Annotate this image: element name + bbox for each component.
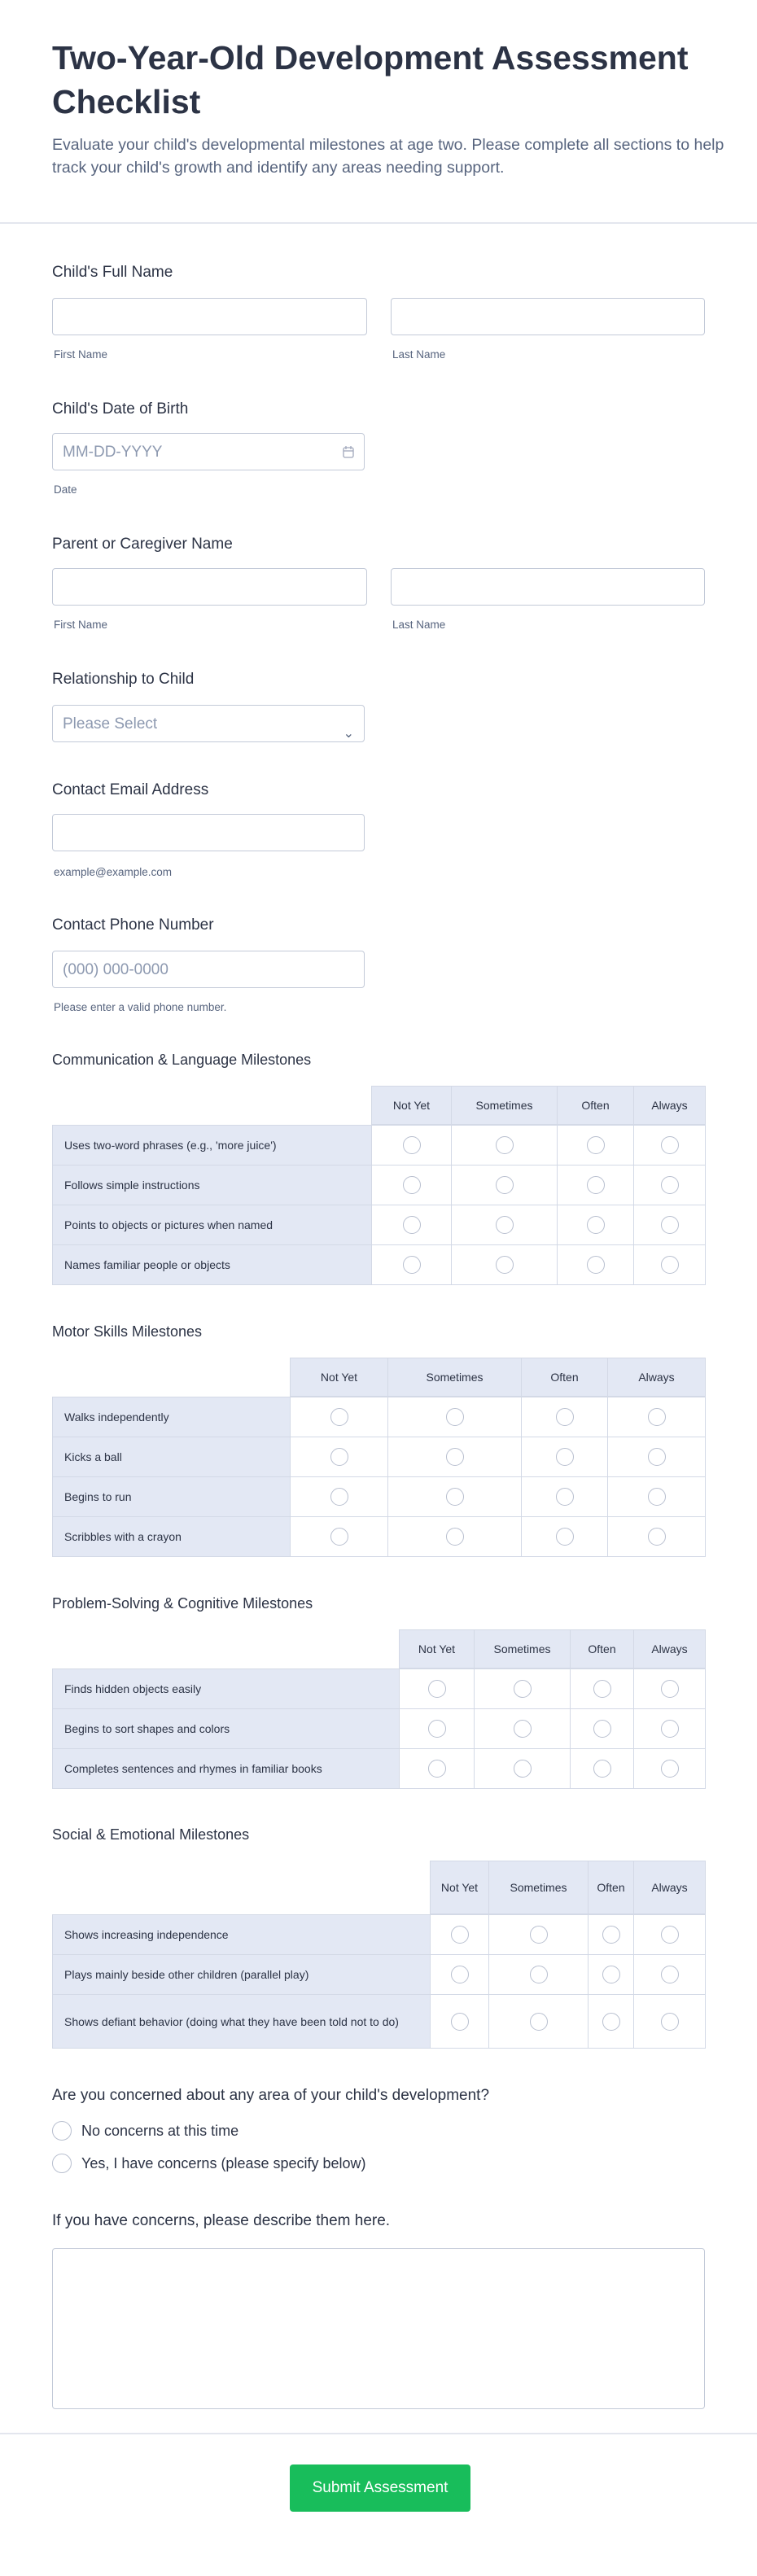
radio-button[interactable] (514, 1720, 532, 1738)
matrix-cell[interactable] (387, 1397, 522, 1437)
row-label: Kicks a ball (52, 1437, 291, 1477)
concern-option-yes[interactable] (52, 2154, 366, 2173)
option-label: Yes, I have concerns (please specify below) (81, 2154, 366, 2171)
matrix-cell[interactable] (451, 1165, 558, 1205)
row-label: Shows increasing independence (52, 1914, 431, 1955)
radio-button[interactable] (330, 1448, 348, 1466)
matrix-cell[interactable] (633, 1914, 706, 1955)
submit-button[interactable]: Submit Assessment (290, 2464, 470, 2512)
radio-button[interactable] (330, 1488, 348, 1506)
radio-button[interactable] (52, 2154, 72, 2173)
dob-label: Child's Date of Birth (52, 400, 189, 418)
matrix-cell[interactable] (521, 1516, 608, 1557)
row-label: Points to objects or pictures when named (52, 1205, 372, 1245)
row-label: Completes sentences and rhymes in familiar books (52, 1748, 400, 1789)
parent-first-name-input[interactable] (52, 568, 367, 606)
header-divider (0, 222, 757, 224)
radio-button[interactable] (648, 1448, 666, 1466)
matrix-cell[interactable] (474, 1708, 571, 1749)
column-header: Often (570, 1629, 634, 1668)
concerns-textarea[interactable] (52, 2248, 705, 2409)
matrix-cell[interactable] (607, 1397, 706, 1437)
radio-button[interactable] (428, 1680, 446, 1698)
radio-button[interactable] (330, 1408, 348, 1426)
parent-name-label: Parent or Caregiver Name (52, 536, 233, 553)
matrix-cell[interactable] (570, 1748, 634, 1789)
matrix-cell[interactable] (521, 1397, 608, 1437)
matrix-cell[interactable] (521, 1437, 608, 1477)
column-header: Sometimes (387, 1358, 522, 1397)
matrix-cell[interactable] (633, 1994, 706, 2049)
matrix-cell[interactable] (290, 1437, 388, 1477)
matrix-cell[interactable] (290, 1476, 388, 1517)
matrix-cell[interactable] (371, 1165, 452, 1205)
matrix-cell[interactable] (570, 1708, 634, 1749)
column-header: Sometimes (451, 1086, 558, 1125)
column-header: Often (521, 1358, 608, 1397)
row-label: Finds hidden objects easily (52, 1668, 400, 1709)
radio-button[interactable] (593, 1720, 611, 1738)
radio-button[interactable] (661, 1176, 679, 1194)
relationship-label: Relationship to Child (52, 671, 195, 688)
radio-button[interactable] (648, 1488, 666, 1506)
column-header: Not Yet (371, 1086, 452, 1125)
matrix-title: Problem-Solving & Cognitive Milestones (52, 1595, 313, 1612)
radio-button[interactable] (403, 1216, 421, 1234)
matrix-cell[interactable] (451, 1205, 558, 1245)
column-header: Sometimes (488, 1861, 589, 1914)
row-label: Uses two-word phrases (e.g., 'more juice') (52, 1125, 372, 1166)
radio-button[interactable] (661, 1760, 679, 1778)
radio-button[interactable] (514, 1680, 532, 1698)
child-name-label: Child's Full Name (52, 264, 173, 281)
child-last-name-sublabel: Last Name (392, 348, 446, 361)
matrix-cell[interactable] (371, 1205, 452, 1245)
radio-button[interactable] (446, 1408, 464, 1426)
child-first-name-sublabel: First Name (54, 348, 108, 361)
chevron-down-icon: ⌄ (343, 727, 354, 741)
matrix-cell[interactable] (488, 1914, 589, 1955)
radio-button[interactable] (661, 1680, 679, 1698)
row-label: Begins to sort shapes and colors (52, 1708, 400, 1749)
radio-button[interactable] (451, 1966, 469, 1983)
radio-button[interactable] (451, 1926, 469, 1944)
row-label: Begins to run (52, 1476, 291, 1517)
matrix-cell[interactable] (557, 1205, 634, 1245)
radio-button[interactable] (446, 1488, 464, 1506)
radio-button[interactable] (451, 2013, 469, 2031)
calendar-icon[interactable] (343, 445, 354, 458)
matrix-cell[interactable] (557, 1244, 634, 1285)
email-hint: example@example.com (54, 866, 173, 878)
matrix-title: Communication & Language Milestones (52, 1052, 312, 1068)
matrix-cell[interactable] (387, 1437, 522, 1477)
matrix-cell[interactable] (633, 1244, 706, 1285)
radio-button[interactable] (602, 1966, 620, 1983)
radio-button[interactable] (530, 1966, 548, 1983)
matrix-cell[interactable] (399, 1708, 475, 1749)
matrix-cell[interactable] (521, 1476, 608, 1517)
matrix-cell[interactable] (371, 1125, 452, 1166)
column-header: Always (607, 1358, 706, 1397)
radio-button[interactable] (602, 1926, 620, 1944)
page-title: Two-Year-Old Development Assessment Checklist (52, 39, 689, 120)
matrix-cell[interactable] (387, 1516, 522, 1557)
radio-button[interactable] (661, 1926, 679, 1944)
radio-button[interactable] (587, 1216, 605, 1234)
radio-button[interactable] (661, 1966, 679, 1983)
row-label: Plays mainly beside other children (parallel play) (52, 1954, 431, 1995)
matrix-cell[interactable] (387, 1476, 522, 1517)
radio-button[interactable] (496, 1256, 514, 1274)
radio-button[interactable] (661, 2013, 679, 2031)
matrix-cell[interactable] (607, 1516, 706, 1557)
matrix-cell[interactable] (633, 1708, 706, 1749)
child-last-name-input[interactable] (391, 298, 705, 335)
column-header: Always (633, 1629, 706, 1668)
matrix-cell[interactable] (488, 1954, 589, 1995)
column-header: Not Yet (430, 1861, 489, 1914)
radio-button[interactable] (661, 1720, 679, 1738)
column-header: Always (633, 1861, 706, 1914)
concern-option-none[interactable] (52, 2121, 238, 2141)
matrix-cell[interactable] (430, 1914, 489, 1955)
radio-button[interactable] (514, 1760, 532, 1778)
radio-button[interactable] (496, 1136, 514, 1154)
matrix-cell[interactable] (290, 1516, 388, 1557)
relationship-value: Please Select (63, 715, 158, 733)
matrix-cell[interactable] (633, 1165, 706, 1205)
matrix-cell[interactable] (430, 1954, 489, 1995)
matrix-cell[interactable] (399, 1668, 475, 1709)
matrix-cell[interactable] (451, 1244, 558, 1285)
matrix-cell[interactable] (588, 1954, 634, 1995)
radio-button[interactable] (496, 1176, 514, 1194)
radio-button[interactable] (587, 1256, 605, 1274)
column-header: Often (588, 1861, 634, 1914)
radio-button[interactable] (403, 1256, 421, 1274)
radio-button[interactable] (593, 1760, 611, 1778)
option-label: No concerns at this time (81, 2122, 239, 2139)
phone-input[interactable] (52, 951, 365, 988)
matrix-cell[interactable] (474, 1668, 571, 1709)
parent-last-name-input[interactable] (391, 568, 705, 606)
dob-placeholder: MM-DD-YYYY (63, 444, 163, 461)
matrix-title: Motor Skills Milestones (52, 1323, 203, 1340)
radio-button[interactable] (661, 1256, 679, 1274)
matrix-cell[interactable] (451, 1125, 558, 1166)
matrix-cell[interactable] (290, 1397, 388, 1437)
parent-first-name-sublabel: First Name (54, 619, 108, 631)
parent-last-name-sublabel: Last Name (392, 619, 446, 631)
email-input[interactable] (52, 814, 365, 851)
matrix-cell[interactable] (430, 1994, 489, 2049)
matrix-cell[interactable] (488, 1994, 589, 2049)
radio-button[interactable] (661, 1216, 679, 1234)
row-label: Walks independently (52, 1397, 291, 1437)
radio-button[interactable] (587, 1176, 605, 1194)
radio-button[interactable] (446, 1448, 464, 1466)
radio-button[interactable] (403, 1176, 421, 1194)
row-label: Scribbles with a crayon (52, 1516, 291, 1557)
footer-divider (0, 2433, 757, 2434)
concern-question: Are you concerned about any area of your child's development? (52, 2087, 490, 2104)
radio-button[interactable] (648, 1408, 666, 1426)
child-first-name-input[interactable] (52, 298, 367, 335)
column-header: Always (633, 1086, 706, 1125)
describe-label: If you have concerns, please describe them here. (52, 2212, 391, 2229)
matrix-cell[interactable] (607, 1437, 706, 1477)
matrix-cell[interactable] (633, 1668, 706, 1709)
matrix-cell[interactable] (570, 1668, 634, 1709)
radio-button[interactable] (52, 2121, 72, 2141)
column-header: Sometimes (474, 1629, 571, 1668)
phone-hint: Please enter a valid phone number. (54, 1001, 227, 1013)
radio-button[interactable] (446, 1528, 464, 1546)
matrix-title: Social & Emotional Milestones (52, 1826, 250, 1843)
radio-button[interactable] (403, 1136, 421, 1154)
radio-button[interactable] (587, 1136, 605, 1154)
matrix-cell[interactable] (371, 1244, 452, 1285)
matrix-cell[interactable] (557, 1165, 634, 1205)
radio-button[interactable] (593, 1680, 611, 1698)
radio-button[interactable] (428, 1720, 446, 1738)
dob-sublabel: Date (54, 483, 77, 496)
radio-button[interactable] (530, 2013, 548, 2031)
relationship-select[interactable] (52, 705, 365, 742)
radio-button[interactable] (428, 1760, 446, 1778)
radio-button[interactable] (661, 1136, 679, 1154)
matrix-cell[interactable] (633, 1748, 706, 1789)
radio-button[interactable] (330, 1528, 348, 1546)
radio-button[interactable] (530, 1926, 548, 1944)
radio-button[interactable] (556, 1448, 574, 1466)
matrix-cell[interactable] (399, 1748, 475, 1789)
matrix-cell[interactable] (607, 1476, 706, 1517)
row-label: Names familiar people or objects (52, 1244, 372, 1285)
row-label: Shows defiant behavior (doing what they have been told not to do) (52, 1994, 431, 2049)
row-label: Follows simple instructions (52, 1165, 372, 1205)
matrix-cell[interactable] (633, 1954, 706, 1995)
radio-button[interactable] (648, 1528, 666, 1546)
dob-input[interactable] (52, 433, 365, 470)
phone-label: Contact Phone Number (52, 916, 214, 934)
radio-button[interactable] (602, 2013, 620, 2031)
column-header: Often (557, 1086, 634, 1125)
radio-button[interactable] (556, 1528, 574, 1546)
radio-button[interactable] (556, 1408, 574, 1426)
phone-placeholder: (000) 000-0000 (63, 961, 168, 978)
matrix-cell[interactable] (633, 1125, 706, 1166)
matrix-cell[interactable] (633, 1205, 706, 1245)
column-header: Not Yet (399, 1629, 475, 1668)
matrix-cell[interactable] (474, 1748, 571, 1789)
page-subtitle: Evaluate your child's developmental milestones at age two. Please complete all sections to help track your child's growth and identify any areas needing support. (52, 136, 724, 177)
email-label: Contact Email Address (52, 781, 209, 798)
radio-button[interactable] (496, 1216, 514, 1234)
matrix-cell[interactable] (557, 1125, 634, 1166)
radio-button[interactable] (556, 1488, 574, 1506)
matrix-cell[interactable] (588, 1914, 634, 1955)
matrix-cell[interactable] (588, 1994, 634, 2049)
column-header: Not Yet (290, 1358, 388, 1397)
